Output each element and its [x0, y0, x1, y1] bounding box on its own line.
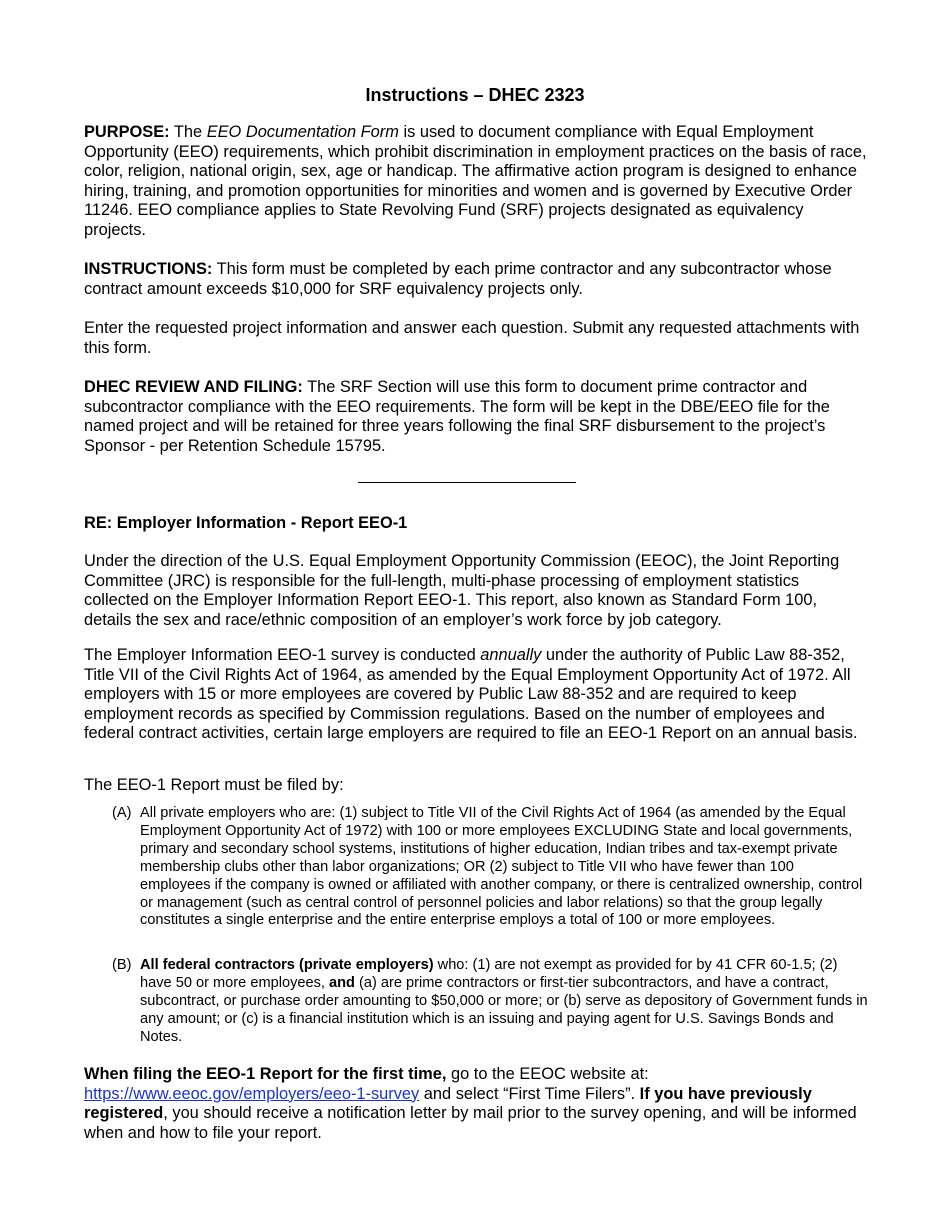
- purpose-paragraph: [84, 123, 868, 240]
- item-b-and: and: [329, 974, 355, 991]
- item-b-text2: (a) are prime contractors or first-tier subcontractors, and have a contract, subcontract, or purchase order amounting to $50,000 or more; or (b) serve as depository of Government funds in any amount; or (c) is a financial institution which is an issuing and paying agent for U.S. Savings Bonds and Notes.: [140, 974, 868, 1045]
- instructions-section: [84, 260, 868, 299]
- final-text1: go to the EEOC website at:: [446, 1065, 649, 1083]
- purpose-text-pre: The: [169, 123, 207, 141]
- review-label: DHEC REVIEW AND FILING:: [84, 378, 303, 396]
- para2-section: [84, 646, 868, 744]
- instructions-label: INSTRUCTIONS:: [84, 260, 213, 278]
- review-paragraph: [84, 378, 868, 456]
- eeoc-link[interactable]: https://www.eeoc.gov/employers/eeo-1-survey: [84, 1084, 420, 1103]
- item-b-text: [140, 957, 868, 1047]
- purpose-text: is used to document compliance with Equal Employment Opportunity (EEO) requirements, which prohibit discrimination in employment practices on the basis of race, color, religion, national origin, sex, age or handicap. The affirmative action program is designed to enhance hiring, training, and promotion opportunities for minorities and women and is governed by Executive Order 11246. EEO compliance applies to State Revolving Fund (SRF) projects designated as equivalency projects.: [84, 123, 867, 239]
- survey-paragraph: [84, 646, 868, 744]
- re-section: [84, 513, 868, 533]
- para1-section: [84, 552, 868, 630]
- item-a-label: (A): [112, 805, 132, 821]
- section-divider: [358, 482, 576, 483]
- enter-section: [84, 319, 868, 358]
- instructions-text: This form must be completed by each prime contractor and any subcontractor whose contract amount exceeds $10,000 for SRF equivalency projects only.: [84, 260, 832, 298]
- item-a-text: All private employers who are: (1) subject to Title VII of the Civil Rights Act of 1964 (as amended by the Equal Employment Opportunity Act of 1972) with 100 or more employees EXCLUDING State and local governments, primary and secondary school systems, institutions of higher education, Indian tribes and tax-exempt private membership clubs other than labor organizations; OR (2) subject to Title VII who have fewer than 100 employees if the company is owned or affiliated with another company, or there is centralized ownership, control or management (such as central control of personnel policies and labor relations) so that the group legally constitutes a single enterprise and the entire enterprise employs a total of 100 or more employees.: [140, 805, 863, 929]
- page-title: Instructions – DHEC 2323: [365, 85, 585, 105]
- final-bold1: When filing the EEO-1 Report for the first time,: [84, 1065, 447, 1083]
- item-b-text1: who: (1) are not exempt as provided for by 41 CFR 60-1.5; (2) have 50 or more employees,: [140, 957, 838, 991]
- filed-by-text: The EEO-1 Report must be filed by:: [84, 776, 344, 794]
- final-paragraph: [84, 1065, 868, 1143]
- purpose-label: PURPOSE:: [84, 123, 170, 141]
- form-name: EEO Documentation Form: [206, 123, 399, 141]
- survey-text-pre: The Employer Information EEO-1 survey is conducted: [84, 646, 481, 664]
- review-section: [84, 378, 868, 456]
- enter-paragraph: Enter the requested project information and answer each question. Submit any requested attachments with this form.: [84, 319, 860, 357]
- list-item-a: [112, 805, 868, 930]
- final-text3: , you should receive a notification letter by mail prior to the survey opening, and will be informed when and how to file your report.: [84, 1104, 857, 1142]
- item-b-label: (B): [112, 957, 132, 973]
- filed-by-section: [84, 776, 868, 796]
- final-bold2: If you have previously registered: [84, 1084, 812, 1122]
- re-heading: RE: Employer Information - Report EEO-1: [84, 514, 408, 532]
- item-b-bold: All federal contractors (private employers): [140, 957, 434, 973]
- instructions-paragraph: [84, 260, 868, 299]
- review-text: The SRF Section will use this form to document prime contractor and subcontractor compliance with the EEO requirements. The form will be kept in the DBE/EEO file for the named project and will be retained for three years following the final SRF disbursement to the project’s Sponsor - per Retention Schedule 15795.: [84, 378, 830, 455]
- purpose-section: [84, 123, 868, 240]
- final-section: [84, 1065, 868, 1143]
- survey-text: under the authority of Public Law 88-352, Title VII of the Civil Rights Act of 1964, as amended by the Equal Employment Opportunity Act of 1972. All employers with 15 or more employees are covered by Public Law 88-352 and are required to keep employment records as specified by Commission regulations. Based on the number of employees and federal contract activities, certain large employers are required to file an EEO-1 Report on an annual basis.: [84, 646, 858, 742]
- list-item-b: [112, 957, 868, 1047]
- final-text2: and select “First Time Filers”.: [419, 1084, 640, 1103]
- annually-emphasis: annually: [480, 646, 542, 664]
- eeoc-paragraph: Under the direction of the U.S. Equal Employment Opportunity Commission (EEOC), the Joint Reporting Committee (JRC) is responsible for the full-length, multi-phase processing of employment statistics collected on the Employer Information Report EEO-1. This report, also known as Standard Form 100, details the sex and race/ethnic composition of an employer’s work force by job category.: [84, 552, 840, 629]
